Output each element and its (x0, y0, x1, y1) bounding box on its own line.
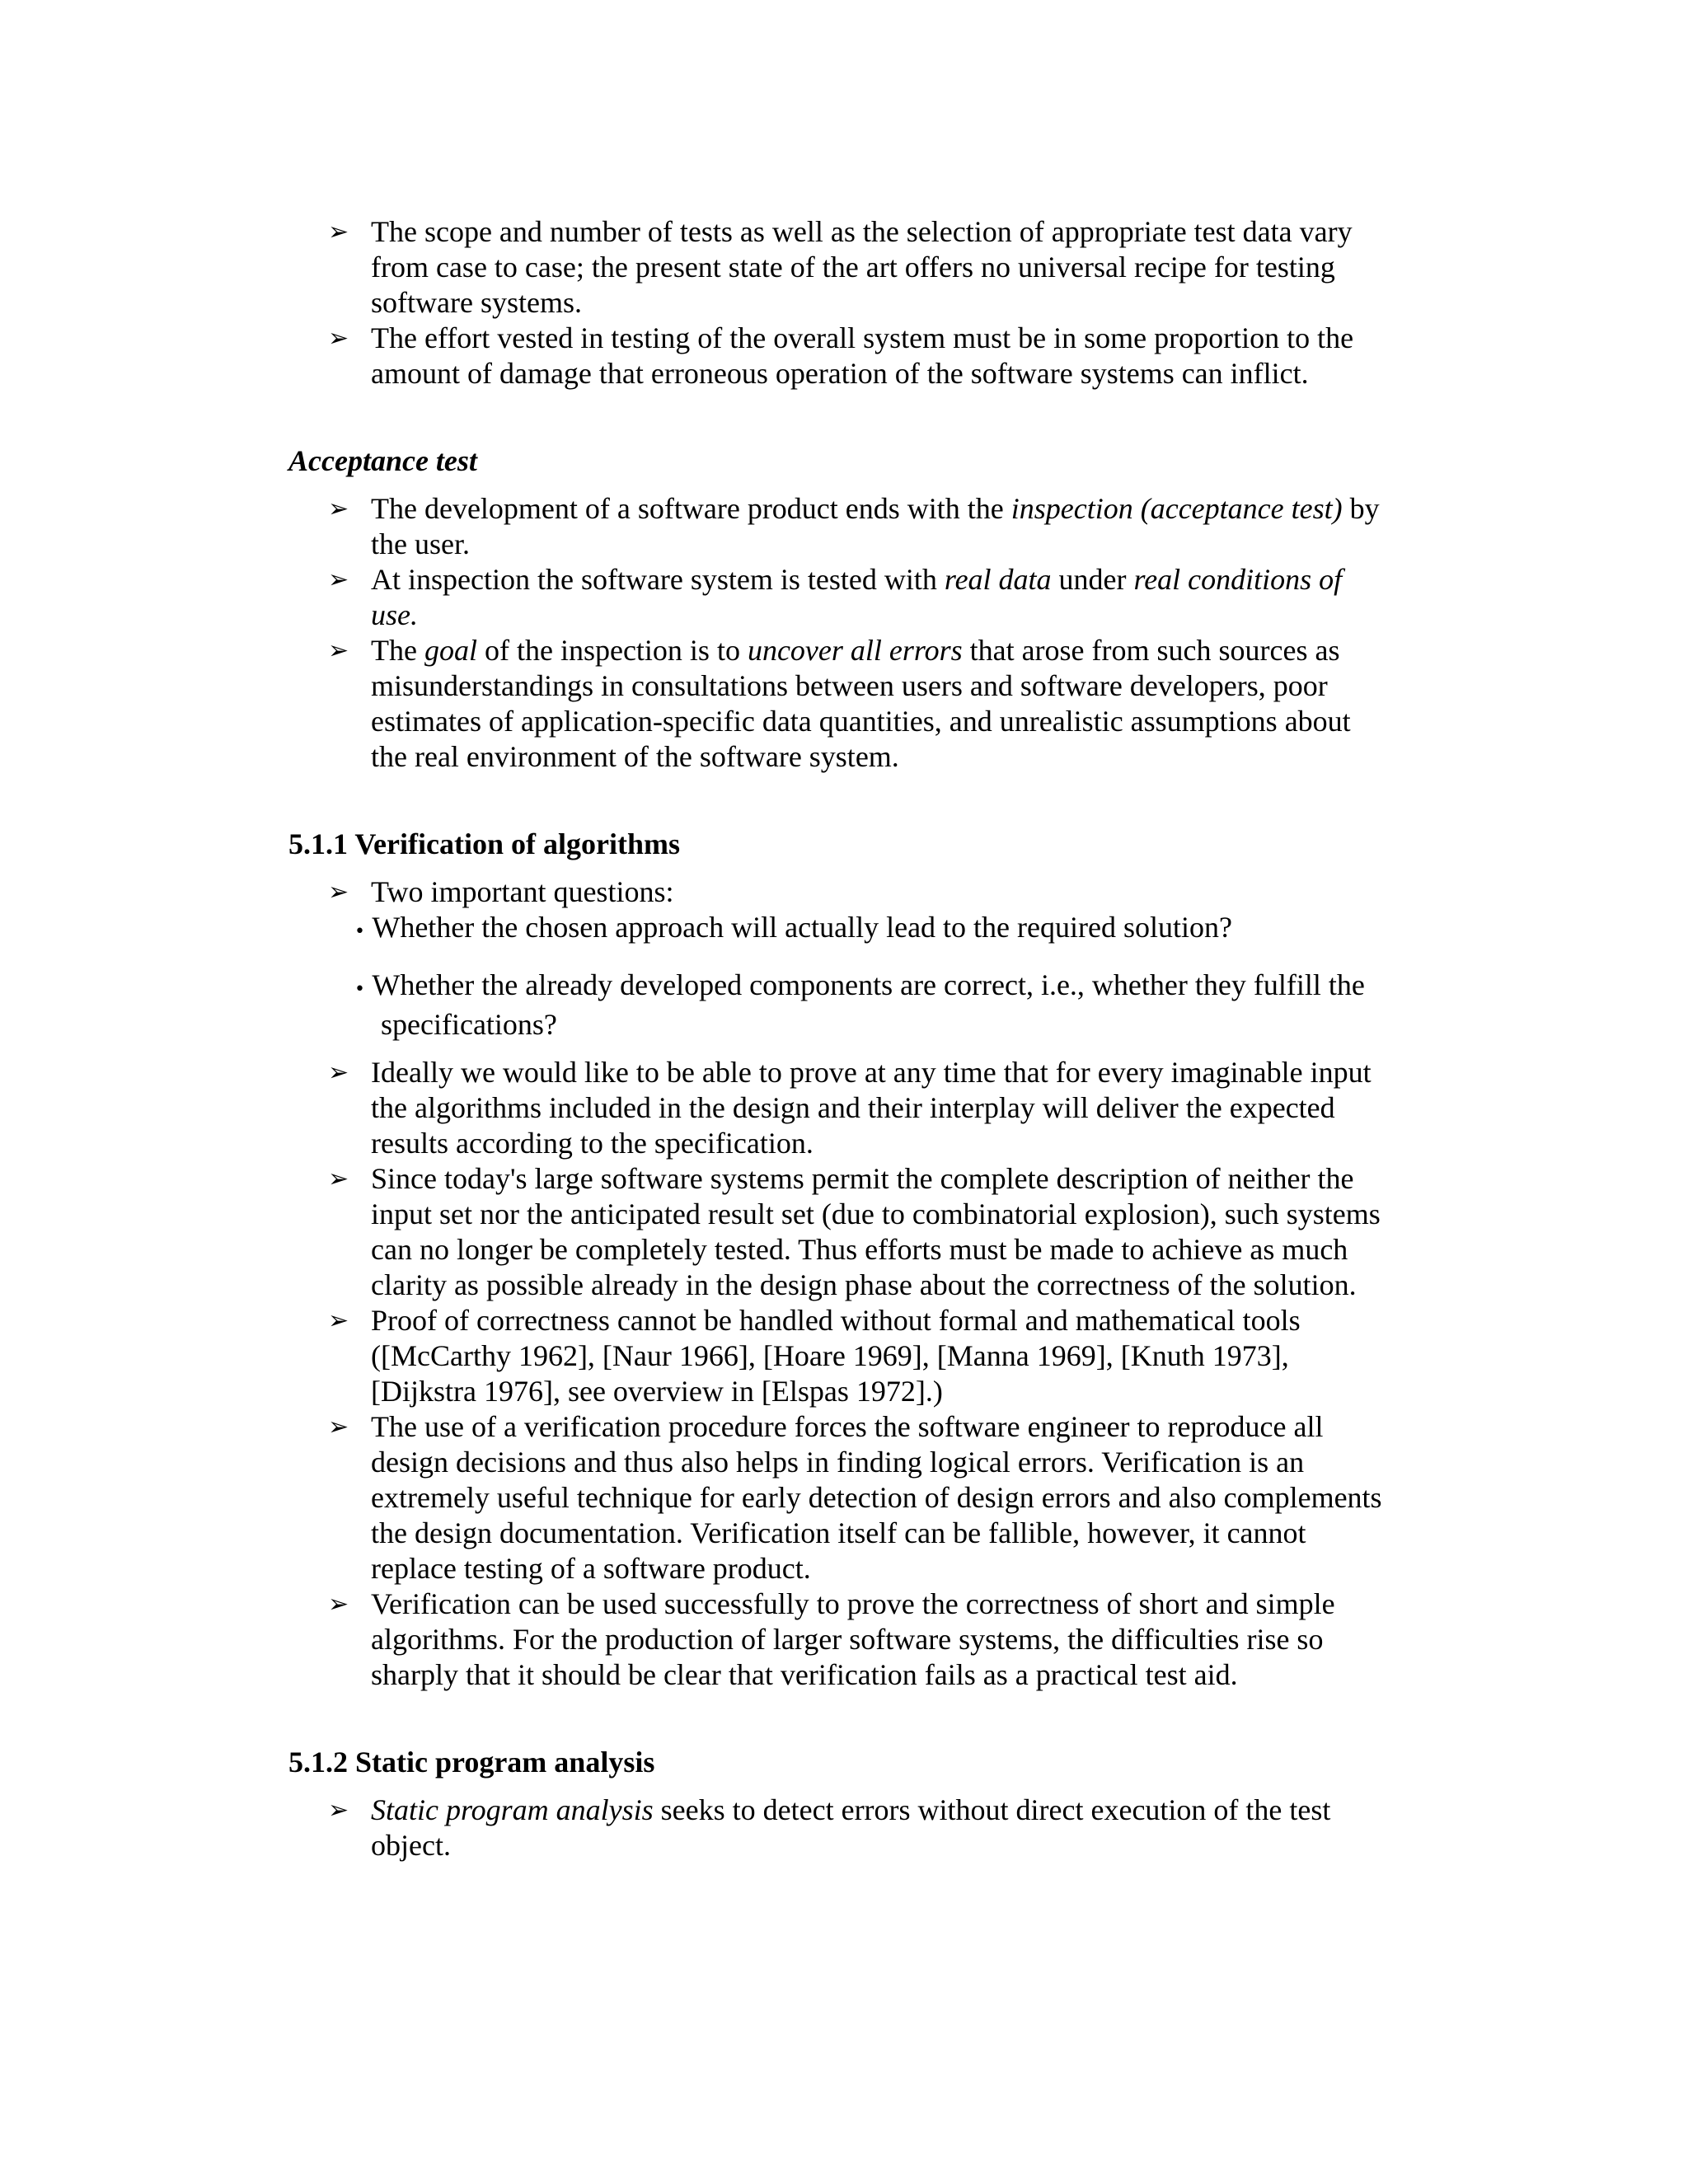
arrow-bullet-icon: ➢ (328, 1413, 349, 1441)
arrow-bullet-icon: ➢ (328, 494, 349, 523)
text-run: under (1051, 563, 1134, 596)
list-item (288, 874, 1393, 910)
section-heading-static-analysis: 5.1.2 Static program analysis (288, 1746, 655, 1779)
text-run: The (371, 634, 424, 667)
list-item (288, 1055, 1393, 1161)
arrow-bullet-icon: ➢ (328, 1796, 349, 1825)
sub-list-item (288, 910, 1393, 949)
list-item-text: Ideally we would like to be able to prove at any time that for every imaginable input the algorithms included in the design and their interplay will deliver the expected results according to the specification. (371, 1056, 1372, 1160)
arrow-bullet-icon: ➢ (328, 1590, 349, 1619)
list-item-text: Proof of correctness cannot be handled without formal and mathematical tools ([McCarthy 1962], [Naur 1966], [Hoare 1969], [Manna 1969], [Knuth 1973], [Dijkstra 1976], see overview in [Elspas 1972].) (371, 1304, 1301, 1408)
list-item-text: The use of a verification procedure forces the software engineer to reproduce all design decisions and thus also helps in finding logical errors. Verification is an extremely useful technique for early detection of design errors and also complements the design documentation. Verification itself can be fallible, however, it cannot replace testing of a software product. (371, 1410, 1382, 1585)
page-content (288, 214, 1393, 1863)
arrow-bullet-icon: ➢ (328, 636, 349, 665)
list-item-text: The effort vested in testing of the overall system must be in some proportion to the amount of damage that erroneous operation of the software systems can inflict. (371, 321, 1354, 390)
text-run: seeks to detect errors without direct execution of the test object. (371, 1793, 1331, 1862)
arrow-bullet-icon: ➢ (328, 565, 349, 594)
list-item (288, 321, 1393, 391)
list-item (288, 1161, 1393, 1303)
text-run: At inspection the software system is tested with (371, 563, 945, 596)
acceptance-test-heading: Acceptance test (288, 444, 477, 477)
text-run: of the inspection is to (476, 634, 748, 667)
list-item-text: Verification can be used successfully to prove the correctness of short and simple algorithms. For the production of larger software systems, the difficulties rise so sharply that it should be clear that verification fails as a practical test aid. (371, 1587, 1335, 1691)
text-run: that arose from such sources as misunderstandings in consultations between users and software developers, poor estimates of application-specific data quantities, and unrealistic assumptions about the real environment of the software system. (371, 634, 1351, 773)
emphasis-text: real conditions of use. (371, 563, 1343, 631)
text-run: The development of a software product ends with the (371, 492, 1011, 525)
emphasis-text: goal (424, 634, 477, 667)
list-item-text: Since today's large software systems permit the complete description of neither the input set nor the anticipated result set (due to combinatorial explosion), such systems can no longer be completely tested. Thus efforts must be made to achieve as much clarity as possible already in the design phase about the correctness of the solution. (371, 1162, 1381, 1301)
emphasis-text: real data (944, 563, 1052, 596)
list-item (288, 1793, 1393, 1863)
sub-list-item-text: Whether the chosen approach will actually lead to the required solution? (372, 911, 1232, 944)
list-item-text: Two important questions: (371, 875, 674, 908)
sub-list-item-text: Whether the already developed components are correct, i.e., whether they fulfill the specifications? (372, 968, 1365, 1041)
sub-list-item (288, 968, 1393, 1043)
emphasis-text: uncover all errors (747, 634, 963, 667)
dot-bullet-icon: • (354, 979, 365, 1000)
dot-bullet-icon: • (354, 921, 365, 942)
emphasis-text: Static program analysis (371, 1793, 654, 1826)
list-item (288, 1586, 1393, 1693)
arrow-bullet-icon: ➢ (328, 1165, 349, 1193)
emphasis-text: inspection (acceptance test) (1010, 492, 1343, 525)
list-item (288, 1303, 1393, 1409)
section-heading-verification: 5.1.1 Verification of algorithms (288, 827, 680, 860)
list-item (288, 1409, 1393, 1586)
list-item (288, 214, 1393, 321)
arrow-bullet-icon: ➢ (328, 878, 349, 907)
arrow-bullet-icon: ➢ (328, 324, 349, 353)
list-item-text: The scope and number of tests as well as the selection of appropriate test data vary from case to case; the present state of the art offers no universal recipe for testing software systems. (371, 215, 1353, 319)
arrow-bullet-icon: ➢ (328, 218, 349, 246)
arrow-bullet-icon: ➢ (328, 1306, 349, 1335)
list-item (288, 633, 1393, 775)
list-item (288, 491, 1393, 562)
arrow-bullet-icon: ➢ (328, 1058, 349, 1087)
text-run: by the user. (371, 492, 1380, 560)
list-item (288, 562, 1393, 633)
